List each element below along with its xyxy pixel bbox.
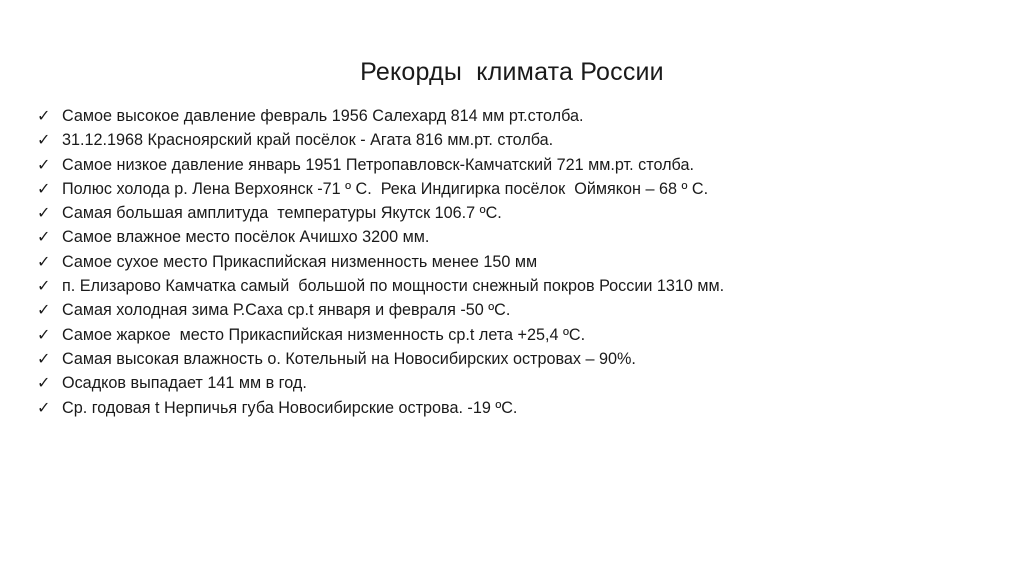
list-item [37, 371, 724, 395]
list-item-text: Самое влажное место посёлок Ачишхо 3200 мм. [62, 228, 430, 247]
list-item [37, 274, 724, 298]
check-mark-icon: ✓ [37, 324, 51, 344]
check-mark-icon: ✓ [37, 130, 51, 150]
list-item [37, 153, 724, 177]
list-item-text: Осадков выпадает 141 мм в год. [62, 374, 307, 393]
list-item-text: Самое высокое давление февраль 1956 Салехард 814 мм рт.столба. [62, 107, 584, 125]
check-mark-icon: ✓ [37, 227, 51, 247]
list-item [37, 177, 724, 201]
list-item-text: п. Елизарово Камчатка самый большой по мощности снежный покров России 1310 мм. [62, 277, 725, 296]
list-item [37, 225, 724, 249]
check-mark-icon: ✓ [37, 178, 51, 198]
list-item-text: Самая холодная зима Р.Саха ср.t января и февраля -50 ºС. [62, 301, 511, 320]
list-item [37, 396, 724, 420]
check-mark-icon: ✓ [37, 373, 51, 393]
list-item [37, 201, 724, 225]
check-mark-icon: ✓ [37, 348, 51, 368]
list-item-text: Самое жаркое место Прикаспийская низменность ср.t лета +25,4 ºС. [62, 325, 586, 344]
check-mark-icon: ✓ [37, 300, 51, 320]
list-item [37, 250, 724, 274]
list-item-text: 31.12.1968 Красноярский край посёлок - Агата 816 мм.рт. столба. [62, 131, 554, 150]
list-item [37, 298, 724, 322]
check-mark-icon: ✓ [37, 106, 51, 125]
list-item-text: Самая большая амплитуда температуры Якутск 106.7 ºС. [62, 204, 502, 223]
check-mark-icon: ✓ [37, 251, 51, 271]
list-item-text: Ср. годовая t Нерпичья губа Новосибирские острова. -19 ºС. [62, 398, 518, 417]
list-item [37, 128, 724, 152]
check-mark-icon: ✓ [37, 397, 51, 417]
list-item [37, 104, 724, 128]
list-item [37, 347, 724, 371]
list-item-text: Полюс холода р. Лена Верхоянск -71 º С. Река Индигирка посёлок Оймякон – 68 º С. [62, 179, 709, 198]
list-item-text: Самое сухое место Прикаспийская низменность менее 150 мм [62, 252, 538, 271]
list-item [37, 323, 724, 347]
check-mark-icon: ✓ [37, 203, 51, 223]
list-item-text: Самая высокая влажность о. Котельный на Новосибирских островах – 90%. [62, 349, 636, 368]
records-list [37, 104, 724, 420]
check-mark-icon: ✓ [37, 154, 51, 174]
check-mark-icon: ✓ [37, 276, 51, 296]
list-item-text: Самое низкое давление январь 1951 Петропавловск-Камчатский 721 мм.рт. столба. [62, 155, 694, 174]
slide-title: Рекорды климата России [360, 58, 664, 86]
